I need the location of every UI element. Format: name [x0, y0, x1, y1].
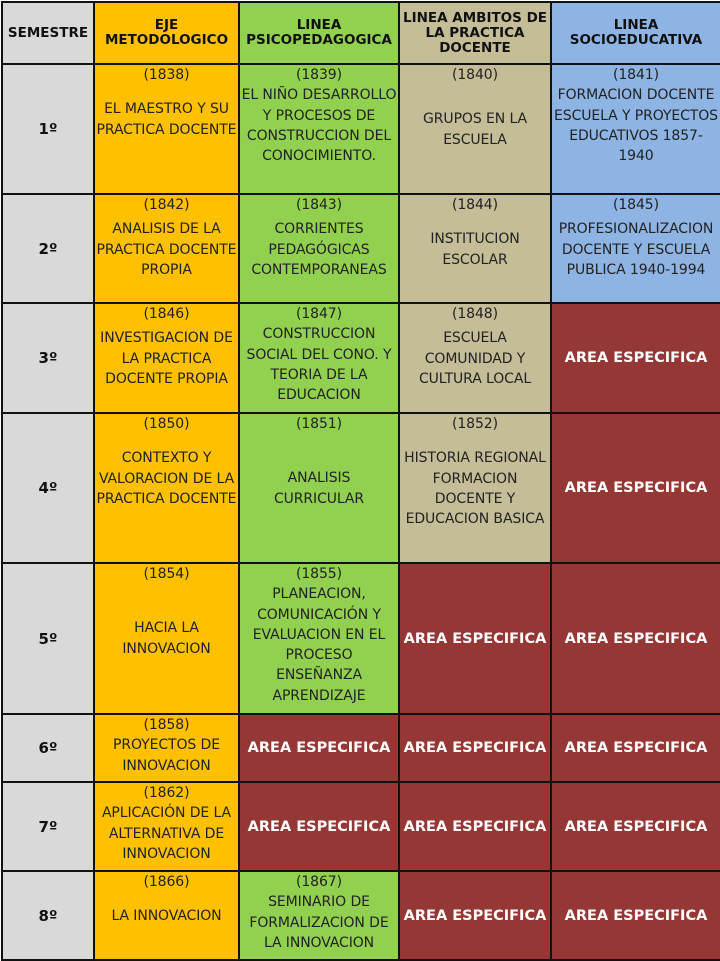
semester-cell: 5º [2, 563, 94, 714]
course-title: ANALISIS DE LA PRACTICA DOCENTE PROPIA [96, 221, 237, 278]
course-cell-ambitos [399, 64, 551, 194]
header-eje-metodologico: EJE METODOLOGICO [94, 2, 239, 64]
course-code: (1839) [296, 67, 342, 83]
course-code: (1844) [452, 197, 498, 213]
course-code: (1867) [296, 874, 342, 890]
course-cell-psico [239, 413, 399, 563]
semester-cell: 4º [2, 413, 94, 563]
semester-cell: 6º [2, 714, 94, 782]
course-code: (1850) [143, 416, 190, 432]
semester-cell: 1º [2, 64, 94, 194]
course-title: ANALISIS CURRICULAR [273, 470, 365, 507]
course-code: (1840) [452, 67, 498, 83]
area-especifica-cell: AREA ESPECIFICA [239, 782, 399, 871]
course-cell-psico [239, 194, 399, 303]
course-cell-socio [551, 194, 720, 303]
course-cell-eje [94, 563, 239, 714]
course-title: EL MAESTRO Y SU PRACTICA DOCENTE [96, 101, 237, 138]
area-especifica-cell: AREA ESPECIFICA [399, 714, 551, 782]
area-especifica-cell: AREA ESPECIFICA [551, 563, 720, 714]
header-semestre: SEMESTRE [2, 2, 94, 64]
area-especifica-cell: AREA ESPECIFICA [551, 413, 720, 563]
area-especifica-cell: AREA ESPECIFICA [399, 782, 551, 871]
table-row [2, 563, 720, 714]
semester-cell: 2º [2, 194, 94, 303]
course-code: (1843) [296, 197, 342, 213]
course-title: PLANEACION, COMUNICACIÓN Y EVALUACION EN EL PROCESO ENSEÑANZA APRENDIZAJE [252, 586, 386, 704]
course-code: (1862) [143, 785, 190, 801]
course-cell-psico [239, 303, 399, 413]
course-title: APLICACIÓN DE LA ALTERNATIVA DE INNOVACION [101, 805, 232, 862]
course-title: FORMACION DOCENTE ESCUELA Y PROYECTOS EDUCATIVOS 1857-1940 [554, 87, 718, 165]
course-title: SEMINARIO DE FORMALIZACION DE LA INNOVACION [249, 894, 389, 951]
course-cell-psico [239, 64, 399, 194]
course-title: HACIA LA INNOVACION [122, 620, 211, 657]
course-code: (1852) [452, 416, 498, 432]
course-code: (1838) [143, 67, 190, 83]
course-cell-eje [94, 714, 239, 782]
course-cell-ambitos [399, 303, 551, 413]
course-code: (1866) [143, 874, 190, 890]
header-linea-socioeducativa: LINEA SOCIOEDUCATIVA [551, 2, 720, 64]
course-cell-eje [94, 194, 239, 303]
curriculum-table [1, 1, 720, 961]
area-especifica-cell: AREA ESPECIFICA [399, 871, 551, 960]
course-code: (1841) [613, 67, 659, 83]
semester-cell: 7º [2, 782, 94, 871]
table-row [2, 714, 720, 782]
course-code: (1851) [296, 416, 342, 432]
course-code: (1858) [143, 717, 190, 733]
area-especifica-cell: AREA ESPECIFICA [551, 714, 720, 782]
semester-cell: 3º [2, 303, 94, 413]
area-especifica-cell: AREA ESPECIFICA [239, 714, 399, 782]
semester-cell: 8º [2, 871, 94, 960]
course-title: INVESTIGACION DE LA PRACTICA DOCENTE PROPIA [100, 330, 233, 387]
course-cell-eje [94, 413, 239, 563]
course-title: LA INNOVACION [111, 908, 222, 925]
table-row [2, 782, 720, 871]
course-title: INSTITUCION ESCOLAR [430, 231, 520, 268]
table-row [2, 413, 720, 563]
course-cell-ambitos [399, 413, 551, 563]
course-title: CONSTRUCCION SOCIAL DEL CONO. Y TEORIA DE LA EDUCACION [246, 326, 392, 404]
header-row [2, 2, 720, 64]
course-code: (1847) [296, 306, 342, 322]
course-title: CORRIENTES PEDAGÓGICAS CONTEMPORANEAS [251, 221, 387, 278]
table-row [2, 194, 720, 303]
course-code: (1842) [143, 197, 190, 213]
course-cell-psico [239, 563, 399, 714]
course-cell-eje [94, 303, 239, 413]
course-cell-ambitos [399, 194, 551, 303]
course-cell-socio [551, 64, 720, 194]
course-cell-eje [94, 64, 239, 194]
course-title: HISTORIA REGIONAL FORMACION DOCENTE Y EDUCACION BASICA [404, 450, 546, 528]
course-cell-eje [94, 871, 239, 960]
area-especifica-cell: AREA ESPECIFICA [399, 563, 551, 714]
header-linea-psicopedagogica: LINEA PSICOPEDAGOGICA [239, 2, 399, 64]
course-title: GRUPOS EN LA ESCUELA [423, 111, 527, 148]
table-row [2, 303, 720, 413]
course-code: (1845) [613, 197, 659, 213]
table-row [2, 64, 720, 194]
table-row [2, 871, 720, 960]
course-cell-eje [94, 782, 239, 871]
course-code: (1854) [143, 566, 190, 582]
course-title: EL NIÑO DESARROLLO Y PROCESOS DE CONSTRUCCION DEL CONOCIMIENTO. [241, 87, 397, 165]
course-title: CONTEXTO Y VALORACION DE LA PRACTICA DOCENTE [96, 450, 237, 507]
header-linea-ambitos: LINEA AMBITOS DE LA PRACTICA DOCENTE [399, 2, 551, 64]
course-title: ESCUELA COMUNIDAD Y CULTURA LOCAL [418, 330, 532, 387]
course-code: (1846) [143, 306, 190, 322]
course-cell-psico [239, 871, 399, 960]
area-especifica-cell: AREA ESPECIFICA [551, 782, 720, 871]
course-code: (1855) [296, 566, 342, 582]
course-title: PROFESIONALIZACION DOCENTE Y ESCUELA PUBLICA 1940-1994 [558, 221, 714, 278]
course-title: PROYECTOS DE INNOVACION [113, 737, 220, 774]
course-code: (1848) [452, 306, 498, 322]
area-especifica-cell: AREA ESPECIFICA [551, 871, 720, 960]
area-especifica-cell: AREA ESPECIFICA [551, 303, 720, 413]
